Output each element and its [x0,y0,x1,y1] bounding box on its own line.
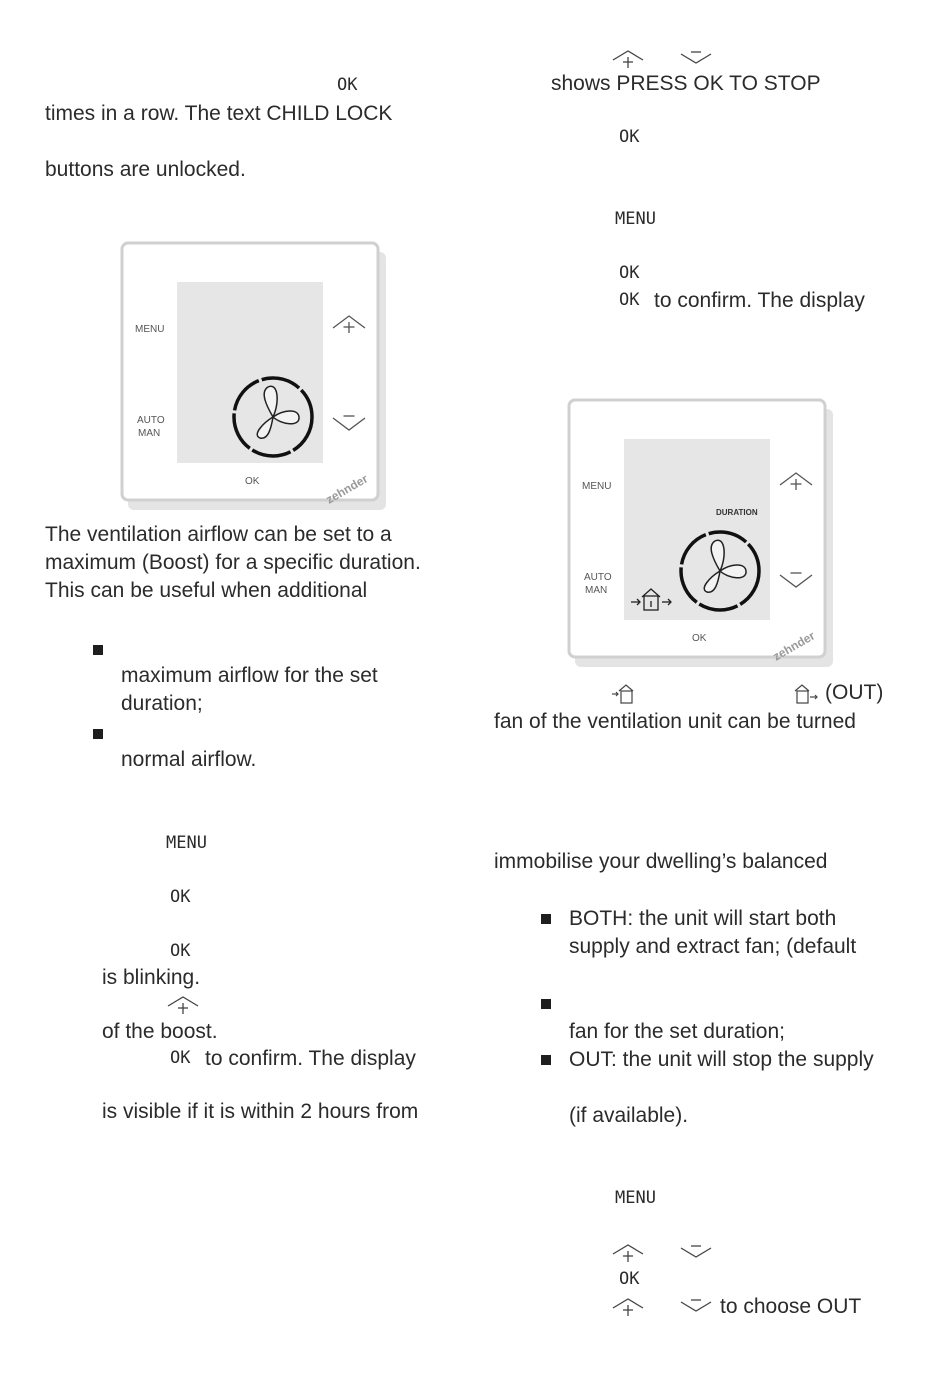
auto-label: AUTO [584,572,612,583]
out-text-1: OUT: the unit will stop the supply [569,1048,874,1071]
confirm-text: to confirm. The display [654,289,865,312]
out-text-2: (if available). [569,1104,689,1127]
ok-button-label: OK [692,633,707,644]
house-in-icon [611,683,637,705]
control-panel-illustration [118,240,390,512]
bullet-1-text-2: duration; [121,692,203,715]
brand-logo: zehnder [323,471,371,507]
man-label: MAN [138,428,161,439]
ok-key-label: OK [337,75,358,95]
ok-key-label: OK [619,127,640,147]
menu-key-label: MENU [615,1188,656,1208]
house-out-icon [793,683,821,705]
brand-logo: zehnder [770,628,818,664]
both-text-2: supply and extract fan; (default [569,935,857,958]
duration-label: DURATION [716,508,758,517]
boost-intro-line-3: This can be useful when additional [45,579,368,602]
menu-button-label: MENU [582,481,612,492]
choose-out-text: to choose OUT [720,1295,862,1318]
ok-key-label: OK [619,290,640,310]
plus-minus-key-icons [611,48,721,70]
fan-turned-text: fan of the ventilation unit can be turned [494,710,856,733]
ok-key-label: OK [170,1048,191,1068]
visible-text: is visible if it is within 2 hours from [102,1100,419,1123]
menu-button-label: MENU [135,324,165,335]
boost-intro-line-1: The ventilation airflow can be set to a [45,523,392,546]
in-text-2: fan for the set duration; [569,1020,785,1043]
control-panel-duration-illustration [565,397,837,669]
bullet-marker [541,914,551,924]
ok-key-label: OK [619,263,640,283]
ok-button-label: OK [245,476,260,487]
plus-minus-key-icons [611,1296,721,1318]
menu-key-label: MENU [166,833,207,853]
boost-intro-line-2: maximum (Boost) for a specific duration. [45,551,421,574]
child-lock-text: times in a row. The text CHILD LOCK [45,102,393,125]
press-ok-text: shows PRESS OK TO STOP [551,72,821,95]
immobilise-text: immobilise your dwelling’s balanced [494,850,828,873]
plus-key-icon [166,994,200,1016]
ok-key-label: OK [170,887,191,907]
bullet-2-text: normal airflow. [121,748,257,771]
display-screen [177,282,323,463]
bullet-marker [93,729,103,739]
blinking-text: is blinking. [102,966,201,989]
plus-minus-key-icons [611,1242,721,1264]
auto-label: AUTO [137,415,165,426]
bullet-marker [93,645,103,655]
ok-key-label: OK [619,1269,640,1289]
man-label: MAN [585,585,608,596]
bullet-1-text: maximum airflow for the set [121,664,378,687]
boost-text: of the boost. [102,1020,218,1043]
menu-key-label: MENU [615,209,656,229]
both-text-1: BOTH: the unit will start both [569,907,837,930]
out-label-text: (OUT) [825,681,884,704]
confirm-text: to confirm. The display [205,1047,416,1070]
bullet-marker [541,1055,551,1065]
unlocked-text: buttons are unlocked. [45,158,246,181]
bullet-marker [541,999,551,1009]
ok-key-label: OK [170,941,191,961]
